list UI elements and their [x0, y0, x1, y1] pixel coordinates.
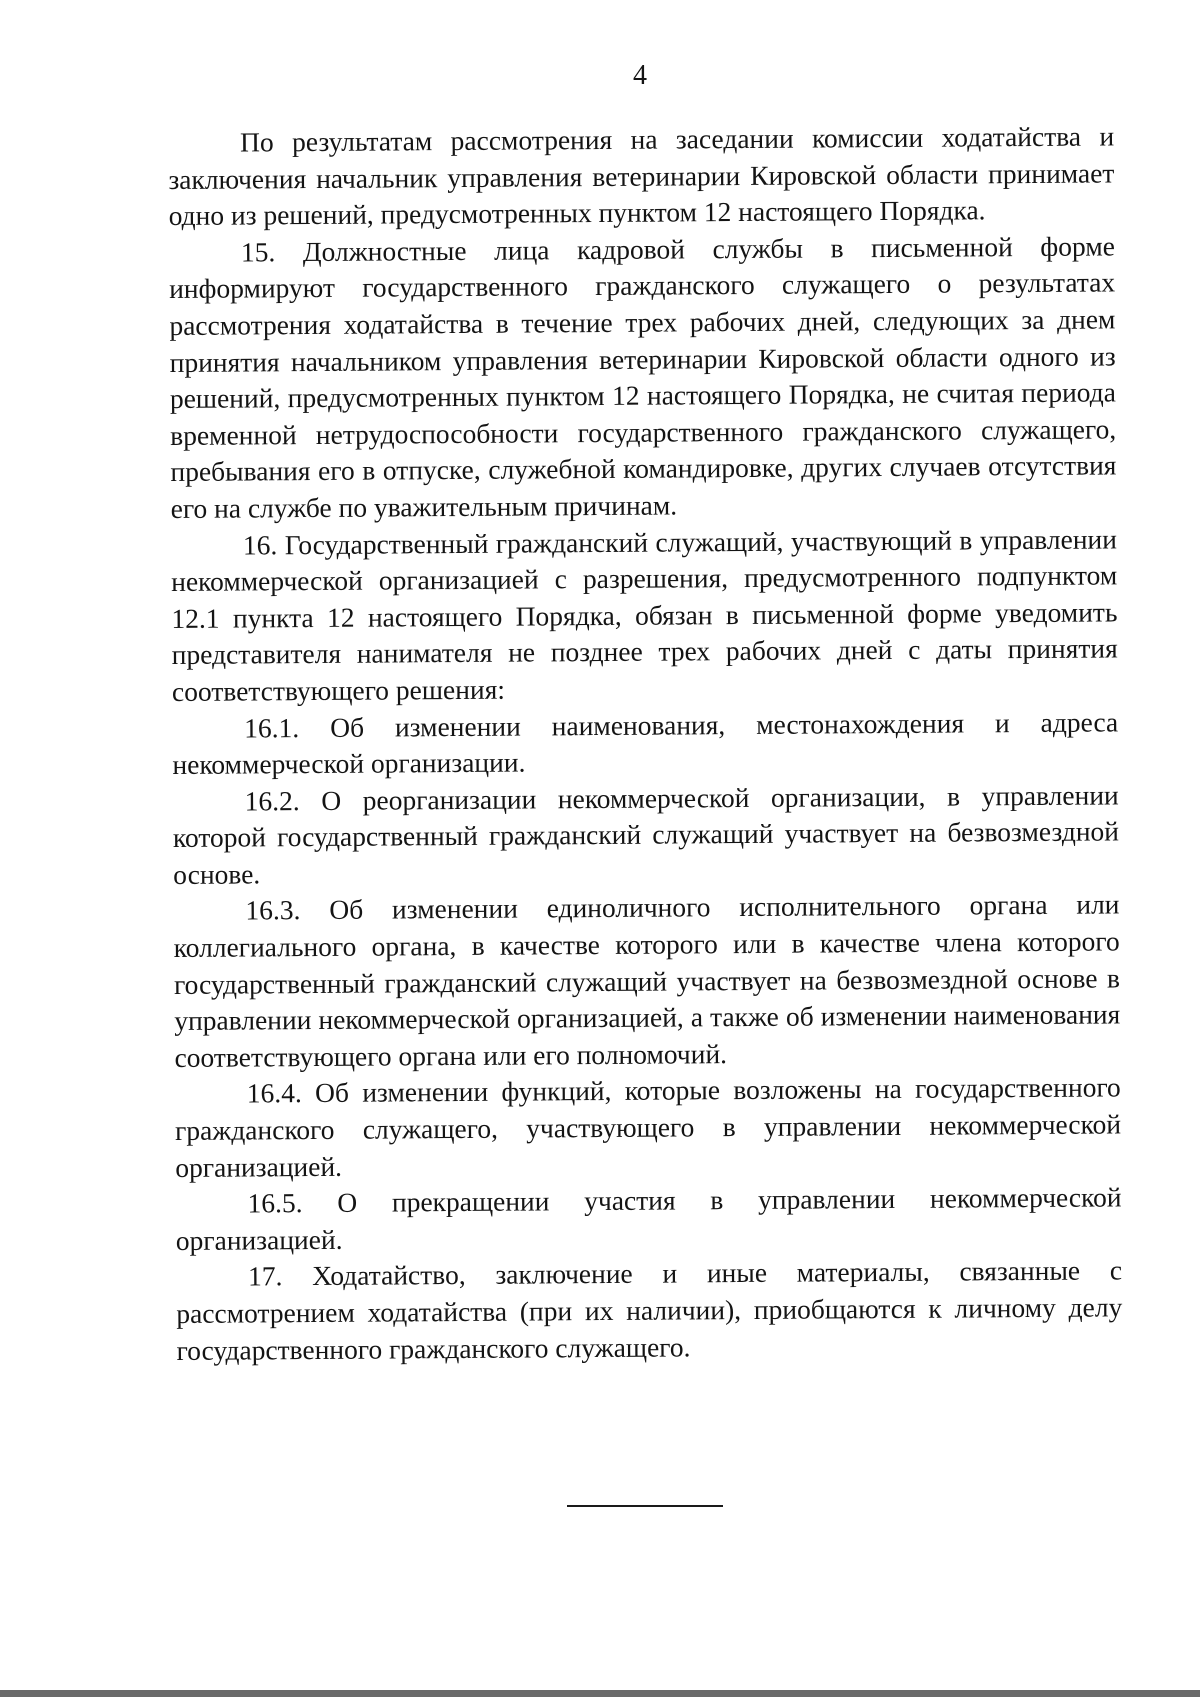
scan-bottom-edge	[0, 1690, 1200, 1697]
paragraph-16-1: 16.1. Об изменении наименования, местонахождения и адреса некоммерческой организации.	[172, 705, 1119, 781]
end-separator-line	[567, 1505, 723, 1507]
paragraph-16-2: 16.2. О реорганизации некоммерческой организации, в управлении которой государственный гражданский служащий участвует на безвозмездной основе.	[172, 779, 1120, 890]
paragraph-16-5: 16.5. О прекращении участия в управлении некоммерческой организацией.	[175, 1181, 1122, 1256]
paragraph-16-4: 16.4. Об изменении функций, которые возложены на государственного гражданского служащего, участвующего в управлении некоммерческой организацией.	[174, 1071, 1122, 1183]
paragraph-decision-intro: По результатам рассмотрения на заседании комиссии ходатайства и заключения начальник управления ветеринарии Кировской области принимает одно из решений, предусмотренных пунктом 12 настоящего Порядка.	[168, 120, 1115, 232]
paragraph-17: 17. Ходатайство, заключение и иные материалы, связанные с рассмотрением ходатайства (при их наличии), приобщаются к личному делу государственного гражданского служащего.	[176, 1254, 1123, 1366]
page-number: 4	[633, 60, 647, 91]
paragraph-16-3: 16.3. Об изменении единоличного исполнительного органа или коллегиального органа, в качестве которого или в качестве члена которого государственный гражданский служащий участвует на безвозмездной основе в управлении некоммерческой организацией, а также об изменении наименования соответствующего органа или его полномочий.	[173, 888, 1121, 1073]
document-body	[168, 118, 1123, 1369]
paragraph-16: 16. Государственный гражданский служащий, участвующий в управлении некоммерческой организацией с разрешения, предусмотренного подпунктом 12.1 пункта 12 настоящего Порядка, обязан в письменной форме уведомить представителя нанимателя не позднее трех рабочих дней с даты принятия соответствующего решения:	[171, 522, 1118, 707]
paragraph-15: 15. Должностные лица кадровой службы в письменной форме информируют государственного гражданского служащего о результатах рассмотрения ходатайства в течение трех рабочих дней, следующих за днем принятия начальником управления ветеринарии Кировской области одного из решений, предусмотренных пунктом 12 настоящего Порядка, не считая периода временной нетрудоспособности государственного гражданского служащего, пребывания его в отпуске, служебной командировке, других случаев отсутствия его на службе по уважительным причинам.	[169, 230, 1117, 524]
